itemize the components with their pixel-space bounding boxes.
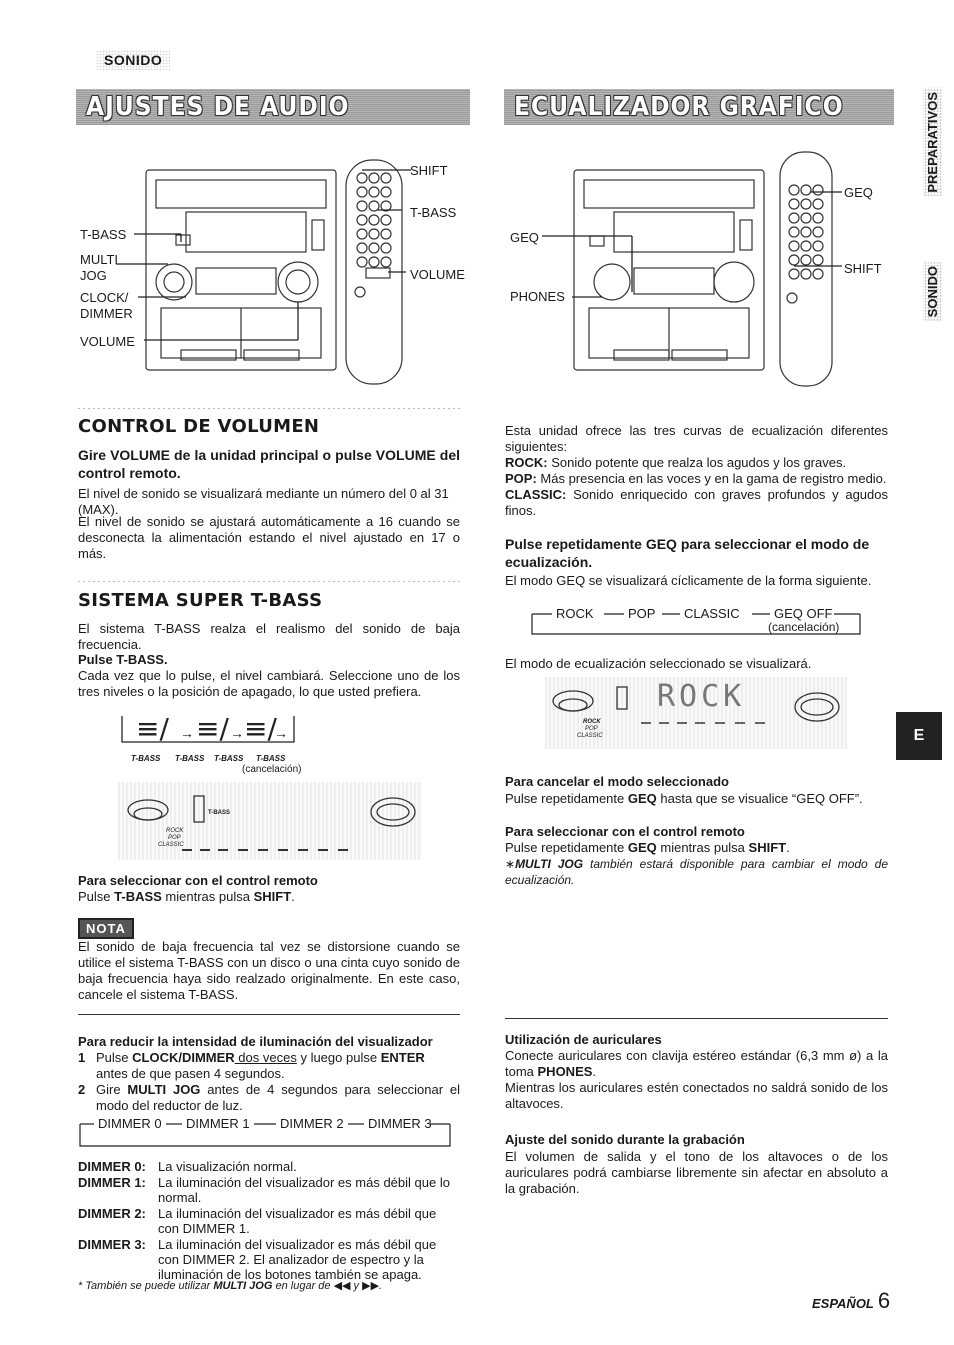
text-volume-range: El nivel de sonido se visualizará mediante un número del 0 al 31 (MAX).	[78, 486, 449, 517]
geq-cycle-off: GEQ OFF	[774, 606, 833, 621]
text-geq-cancel: Pulse repetidamente GEQ hasta que se visualice “GEQ OFF”.	[505, 791, 863, 806]
text-geq-remote: Pulse repetidamente GEQ mientras pulsa SHIFT.	[505, 840, 790, 855]
text-nota: El sonido de baja frecuencia tal vez se distorsione cuando se utilice el sistema T-BASS con un disco o una cinta cuyo sonido de baja frecuencia haya sido realzado originalmente. En este caso, cancele el sistema T-BASS.	[78, 939, 460, 1002]
label-dimmer: DIMMER	[80, 306, 133, 321]
text-tbass-intro: El sistema T-BASS realza el realismo del sonido de baja frecuencia.	[78, 621, 460, 652]
geq-display-rock: ROCK	[583, 719, 601, 725]
tbass-level-off: T-BASS	[256, 754, 286, 763]
label-multi: MULTI	[80, 252, 119, 267]
step-1	[78, 1050, 460, 1082]
label-clock: CLOCK/	[80, 290, 129, 305]
step-2-number: 2	[78, 1082, 86, 1097]
dimmer-row-1: DIMMER 1: La iluminación del visualizador es más débil que lo normal.	[78, 1175, 450, 1205]
label-volume-remote: VOLUME	[410, 267, 465, 282]
dimmer-cycle-0: DIMMER 0	[98, 1116, 162, 1131]
step-2	[78, 1082, 460, 1114]
text-headphones-speakers: Mientras los auriculares estén conectados no saldrá sonido de los altavoces.	[505, 1080, 888, 1111]
geq-display-mode: ROCK	[657, 679, 746, 714]
display-pop: POP	[168, 835, 181, 841]
svg-text:≡/: ≡/	[244, 712, 277, 745]
step-2-text: Gire MULTI JOG antes de 4 segundos para seleccionar el modo del reductor de luz.	[96, 1082, 460, 1113]
language-tab: E	[896, 712, 942, 760]
subheading-press-tbass: Pulse T-BASS.	[78, 652, 168, 667]
geq-cycle-classic: CLASSIC	[684, 606, 740, 621]
dimmer-cycle-2: DIMMER 2	[280, 1116, 344, 1131]
tbass-level-3: T-BASS	[214, 754, 244, 763]
geq-display-classic: CLASSIC	[577, 733, 603, 739]
banner-audio-settings: AJUSTES DE AUDIO	[76, 89, 470, 125]
geq-cycle-cancel: (cancelación)	[768, 620, 840, 634]
step-1-text: Pulse CLOCK/DIMMER dos veces y luego pulse ENTER antes de que pasen 4 segundos.	[96, 1050, 425, 1081]
geq-display	[545, 677, 847, 749]
text-geq-displayed: El modo de ecualización seleccionado se visualizará.	[505, 656, 812, 671]
tbass-level-1: T-BASS	[131, 754, 161, 763]
text-geq-cycle-intro: El modo GEQ se visualizará cíclicamente de la forma siguiente.	[505, 573, 872, 588]
section-tag: SONIDO	[96, 50, 170, 70]
side-tab-sonido: SONIDO	[923, 262, 942, 321]
divider	[78, 1014, 460, 1015]
divider	[78, 408, 460, 409]
svg-text:≡/: ≡/	[196, 712, 229, 745]
svg-text:→: →	[180, 725, 194, 741]
display-rock: ROCK	[166, 828, 184, 834]
text-geq-pop: POP: Más presencia en las voces y en la gama de registro medio.	[505, 471, 887, 486]
geq-cycle-diagram	[530, 606, 862, 636]
dimmer-cycle-1: DIMMER 1	[186, 1116, 250, 1131]
label-geq-remote: GEQ	[844, 185, 873, 200]
text-volume-auto: El nivel de sonido se ajustará automáticamente a 16 cuando se desconecta la alimentación estando el nivel ajustado en 17 o más.	[78, 514, 460, 561]
text-recording: El volumen de salida y el tono de los altavoces o de los auriculares podrá cambiarse libremente sin afectar en absoluto a la grabación.	[505, 1149, 888, 1196]
side-tab-preparativos: PREPARATIVOS	[923, 88, 942, 197]
text-geq-rock: ROCK: Sonido potente que realza los agudos y los graves.	[505, 455, 847, 470]
tbass-display-label: T-BASS	[208, 810, 231, 816]
page-footer	[812, 1288, 890, 1314]
dimmer-cycle-diagram	[78, 1114, 452, 1150]
geq-cycle-rock: ROCK	[556, 606, 594, 621]
tbass-display	[118, 782, 422, 860]
tbass-level-2: T-BASS	[175, 754, 205, 763]
text-headphones-connect: Conecte auriculares con clavija estéreo estándar (6,3 mm ø) a la toma PHONES.	[505, 1048, 888, 1079]
label-shift-remote: SHIFT	[410, 163, 448, 178]
page-number: 6	[877, 1288, 891, 1313]
divider	[505, 1018, 888, 1019]
label-jog: JOG	[80, 268, 107, 283]
subheading-volume: Gire VOLUME de la unidad principal o pulse VOLUME del control remoto.	[78, 447, 460, 481]
text-geq-classic: CLASSIC: Sonido enriquecido con graves profundos y agudos finos.	[505, 487, 888, 518]
label-phones: PHONES	[510, 289, 565, 304]
display-classic: CLASSIC	[158, 842, 184, 848]
svg-text:→: →	[274, 725, 288, 741]
text-tbass-remote: Pulse T-BASS mientras pulsa SHIFT.	[78, 889, 295, 904]
subheading-headphones: Utilización de auriculares	[505, 1032, 662, 1047]
subheading-geq-cancel: Para cancelar el modo seleccionado	[505, 774, 729, 789]
subheading-tbass-remote: Para seleccionar con el control remoto	[78, 873, 318, 888]
dimmer-row-2: DIMMER 2: La iluminación del visualizador es más débil que con DIMMER 1.	[78, 1206, 437, 1236]
tbass-display-graphic	[118, 782, 422, 860]
tbass-cancel-label: (cancelación)	[242, 764, 302, 775]
heading-tbass: SISTEMA SUPER T-BASS	[78, 590, 323, 611]
dimmer-row-0: DIMMER 0: La visualización normal.	[78, 1159, 297, 1174]
footer-language: ESPAÑOL	[812, 1296, 874, 1311]
label-tbass-remote: T-BASS	[410, 205, 457, 220]
nota-badge: NOTA	[78, 918, 134, 939]
banner-graphic-equalizer: ECUALIZADOR GRAFICO	[504, 89, 894, 125]
geq-cycle-pop: POP	[628, 606, 656, 621]
tbass-cycle-diagram	[118, 708, 298, 752]
text-geq-intro: Esta unidad ofrece las tres curvas de ecualización diferentes siguientes:	[505, 423, 888, 454]
label-geq: GEQ	[510, 230, 539, 245]
subheading-dimmer: Para reducir la intensidad de iluminación del visualizador	[78, 1034, 433, 1049]
dimmer-list	[78, 1159, 460, 1283]
stereo-unit-diagram-right	[504, 150, 894, 390]
label-shift-remote-right: SHIFT	[844, 261, 882, 276]
dimmer-row-3: DIMMER 3: La iluminación del visualizador es más débil que con DIMMER 2. El analizador de espectro y la iluminación de los botones también se apaga.	[78, 1237, 437, 1282]
text-tbass-levels: Cada vez que lo pulse, el nivel cambiará. Seleccione uno de los tres niveles o la posición de apagado, lo que usted prefiera.	[78, 668, 460, 699]
label-tbass: T-BASS	[80, 227, 127, 242]
text-geq-note: ∗MULTI JOG también estará disponible para cambiar el modo de ecualización.	[505, 857, 888, 887]
svg-text:→: →	[230, 725, 244, 741]
geq-display-pop: POP	[585, 726, 598, 732]
dimmer-cycle-3: DIMMER 3	[368, 1116, 432, 1131]
heading-volume-control: CONTROL DE VOLUMEN	[78, 416, 320, 437]
subheading-geq-remote: Para seleccionar con el control remoto	[505, 824, 745, 839]
divider	[78, 581, 460, 582]
svg-text:≡/: ≡/	[136, 712, 169, 745]
step-1-number: 1	[78, 1050, 86, 1065]
subheading-recording: Ajuste del sonido durante la grabación	[505, 1132, 745, 1147]
subheading-geq-select: Pulse repetidamente GEQ para seleccionar el modo de ecualización.	[505, 536, 870, 570]
label-volume: VOLUME	[80, 334, 135, 349]
dimmer-footnote: * También se puede utilizar MULTI JOG en lugar de ◀◀ y ▶▶.	[78, 1280, 383, 1292]
